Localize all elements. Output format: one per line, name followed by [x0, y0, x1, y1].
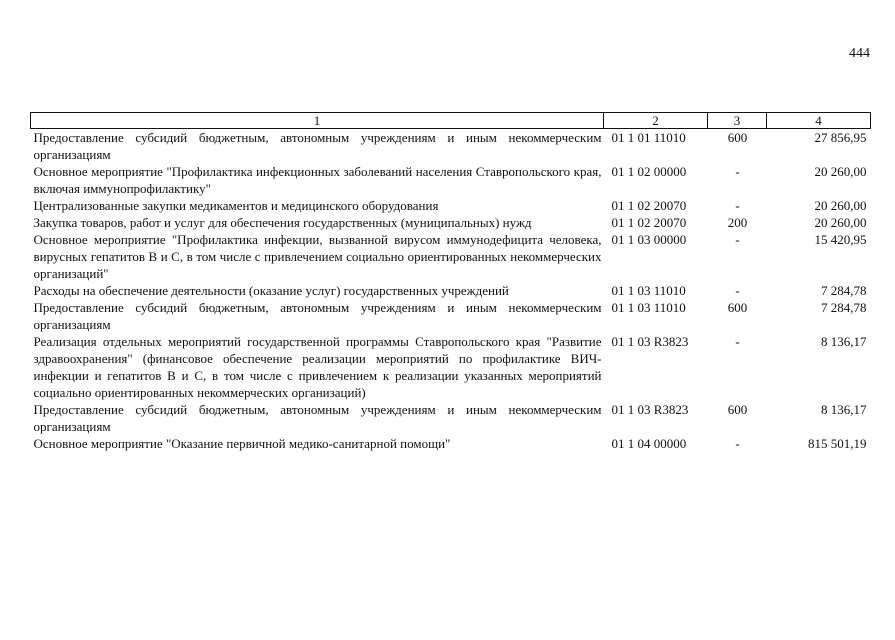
row-name: Основное мероприятие "Оказание первичной медико-санитарной помощи" — [33, 436, 451, 451]
row-amount: 8 136,17 — [821, 334, 867, 349]
table-row — [31, 197, 871, 214]
row-type: 600 — [727, 300, 748, 315]
row-amount: 20 260,00 — [814, 198, 867, 213]
row-code: 01 1 03 11010 — [611, 283, 686, 298]
column-header-3: 3 — [708, 113, 767, 129]
row-name: Основное мероприятие "Профилактика инфекции, вызванной вирусом иммунодефицита человека, вирусных гепатитов В и С, в том числе с привлечением социально ориентированных некоммерческих организаций" — [33, 232, 602, 281]
row-name: Предоставление субсидий бюджетным, автономным учреждениям и иным некоммерческим организациям — [33, 300, 602, 332]
row-type: 600 — [727, 130, 748, 145]
table-row — [31, 282, 871, 299]
table-row — [31, 435, 871, 452]
row-code: 01 1 02 00000 — [611, 164, 687, 179]
row-code: 01 1 03 00000 — [611, 232, 687, 247]
row-type: - — [735, 232, 740, 247]
table-row — [31, 401, 871, 435]
row-code: 01 1 01 11010 — [611, 130, 686, 145]
row-code: 01 1 04 00000 — [611, 436, 687, 451]
row-amount: 815 501,19 — [808, 436, 867, 451]
column-header-2: 2 — [604, 113, 708, 129]
table-row — [31, 214, 871, 231]
table-row — [31, 333, 871, 401]
row-amount: 8 136,17 — [821, 402, 867, 417]
table-header-row — [31, 113, 871, 129]
table-row — [31, 129, 871, 164]
row-type: - — [735, 436, 740, 451]
row-type: - — [735, 164, 740, 179]
table-row — [31, 163, 871, 197]
row-code: 01 1 03 R3823 — [611, 402, 689, 417]
page-number: 444 — [849, 46, 870, 61]
row-code: 01 1 02 20070 — [611, 215, 687, 230]
table-row — [31, 231, 871, 282]
row-amount: 20 260,00 — [814, 215, 867, 230]
row-amount: 7 284,78 — [821, 300, 867, 315]
row-name: Расходы на обеспечение деятельности (оказание услуг) государственных учреждений — [33, 283, 509, 298]
row-name: Реализация отдельных мероприятий государственной программы Ставропольского края "Развитие здравоохранения" (финансовое обеспечение реализации мероприятий по профилактике ВИЧ-инфекции и гепатитов В и С, в том числе с привлечением к реализации указанных мероприятий социально ориентированных некоммерческих организаций) — [33, 334, 602, 400]
budget-table — [30, 112, 871, 452]
row-amount: 15 420,95 — [814, 232, 867, 247]
row-code: 01 1 03 11010 — [611, 300, 686, 315]
column-header-1: 1 — [31, 113, 604, 129]
row-type: 600 — [727, 402, 748, 417]
row-type: - — [735, 198, 740, 213]
column-header-4: 4 — [767, 113, 871, 129]
row-amount: 27 856,95 — [814, 130, 867, 145]
row-amount: 7 284,78 — [821, 283, 867, 298]
row-type: - — [735, 283, 740, 298]
row-name: Предоставление субсидий бюджетным, автономным учреждениям и иным некоммерческим организациям — [33, 130, 602, 162]
row-amount: 20 260,00 — [814, 164, 867, 179]
row-code: 01 1 03 R3823 — [611, 334, 689, 349]
row-type: - — [735, 334, 740, 349]
row-name: Предоставление субсидий бюджетным, автономным учреждениям и иным некоммерческим организациям — [33, 402, 602, 434]
row-name: Закупка товаров, работ и услуг для обеспечения государственных (муниципальных) нужд — [33, 215, 532, 230]
row-name: Централизованные закупки медикаментов и медицинского оборудования — [33, 198, 439, 213]
table-row — [31, 299, 871, 333]
row-type: 200 — [727, 215, 748, 230]
row-name: Основное мероприятие "Профилактика инфекционных заболеваний населения Ставропольского края, включая иммунопрофилактику" — [33, 164, 602, 196]
row-code: 01 1 02 20070 — [611, 198, 687, 213]
